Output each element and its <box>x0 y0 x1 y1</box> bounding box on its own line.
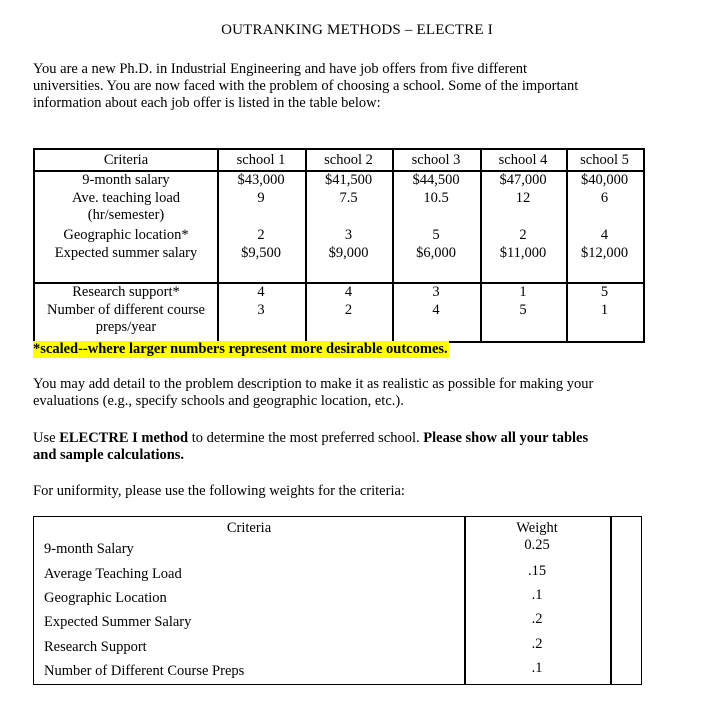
table-cell: $6,000 <box>416 245 456 261</box>
instruction-paragraph <box>33 430 673 464</box>
row-label-teaching-load <box>35 190 217 224</box>
table-cell: $41,500 <box>324 172 373 188</box>
job-offers-table <box>33 148 645 343</box>
row-label-research: Research support* <box>72 284 180 300</box>
weight-header: Weight <box>516 520 558 536</box>
detail-line-1: You may add detail to the problem description to make it as realistic as possible for making your <box>33 376 594 392</box>
instruction-bold-tail-2: and sample calculations. <box>33 447 185 463</box>
table-cell: 1 <box>600 302 609 318</box>
weights-criterion: 9-month Salary <box>44 541 134 557</box>
table-cell: 3 <box>432 284 440 300</box>
criteria-header: Criteria <box>103 152 149 168</box>
table-cell: 5 <box>600 284 609 300</box>
intro-line-3: information about each job offer is listed in the table below: <box>33 95 381 111</box>
table-cell: $40,000 <box>580 172 629 188</box>
row-label-course-preps <box>35 302 217 336</box>
instruction-line-1 <box>33 430 673 447</box>
instruction-bold-tail-1: Please show all your tables <box>423 430 589 446</box>
intro-paragraph <box>33 61 673 112</box>
weights-criterion: Number of Different Course Preps <box>44 663 245 679</box>
detail-paragraph <box>33 376 673 410</box>
table-cell: 4 <box>344 284 353 300</box>
school-2-header: school 2 <box>324 152 373 168</box>
weights-criterion: Geographic Location <box>44 590 167 606</box>
intro-line-2: universities. You are now faced with the problem of choosing a school. Some of the important <box>33 78 579 94</box>
table-footnote: *scaled--where larger numbers represent more desirable outcomes. <box>33 341 448 357</box>
row-label-salary: 9-month salary <box>82 172 170 188</box>
school-1-header: school 1 <box>236 152 286 168</box>
page-title: OUTRANKING METHODS – ELECTRE I <box>221 22 493 38</box>
row-label-line: Ave. teaching load <box>71 190 181 206</box>
table-cell: $44,500 <box>412 172 460 188</box>
table-cell: 6 <box>600 190 609 206</box>
weight-value: .1 <box>531 587 543 603</box>
instruction-prefix: Use <box>33 430 60 446</box>
row-label-line: preps/year <box>95 319 157 335</box>
row-label-line: Number of different course <box>47 302 205 318</box>
table-cell: 2 <box>257 227 265 243</box>
table-cell: 2 <box>344 302 353 318</box>
table-cell: 5 <box>519 302 527 318</box>
table-cell: 7.5 <box>339 190 358 206</box>
row-label-line: (hr/semester) <box>87 207 165 223</box>
row-label-geographic: Geographic location* <box>63 227 189 243</box>
weight-value: .2 <box>531 636 543 652</box>
weight-value: 0.25 <box>524 537 550 553</box>
table-cell: 4 <box>432 302 440 318</box>
table-cell: $47,000 <box>499 172 547 188</box>
table-cell: $9,500 <box>241 245 281 261</box>
weight-value: .15 <box>527 563 547 579</box>
table-cell: 12 <box>515 190 531 206</box>
table-cell: 4 <box>257 284 265 300</box>
table-cell: 1 <box>519 284 527 300</box>
school-4-header: school 4 <box>498 152 548 168</box>
instruction-method: ELECTRE I method <box>59 430 189 446</box>
table-cell: $9,000 <box>328 245 369 261</box>
table-cell: 4 <box>600 227 609 243</box>
table-cell: 2 <box>519 227 527 243</box>
table-cell: $12,000 <box>580 245 629 261</box>
weights-intro: For uniformity, please use the following weights for the criteria: <box>33 483 405 499</box>
weights-criterion: Average Teaching Load <box>44 566 182 582</box>
table-cell: 9 <box>257 190 265 206</box>
row-label-summer-salary: Expected summer salary <box>54 245 198 261</box>
table-cell: 5 <box>432 227 440 243</box>
weights-criterion: Research Support <box>44 639 147 655</box>
weights-criterion: Expected Summer Salary <box>44 614 192 630</box>
school-3-header: school 3 <box>411 152 461 168</box>
weight-value: .1 <box>531 660 543 676</box>
weights-criteria-header: Criteria <box>226 520 272 536</box>
intro-line-1: You are a new Ph.D. in Industrial Engineering and have job offers from five different <box>33 61 528 77</box>
table-cell: 10.5 <box>423 190 449 206</box>
instruction-middle: to determine the most preferred school. <box>188 430 424 446</box>
table-cell: $11,000 <box>499 245 547 261</box>
table-cell: $43,000 <box>237 172 285 188</box>
table-cell: 3 <box>344 227 353 243</box>
school-5-header: school 5 <box>580 152 629 168</box>
detail-line-2: evaluations (e.g., specify schools and geographic location, etc.). <box>33 393 404 409</box>
weight-value: .2 <box>531 611 543 627</box>
table-cell: 3 <box>257 302 265 318</box>
weights-table <box>33 516 642 685</box>
